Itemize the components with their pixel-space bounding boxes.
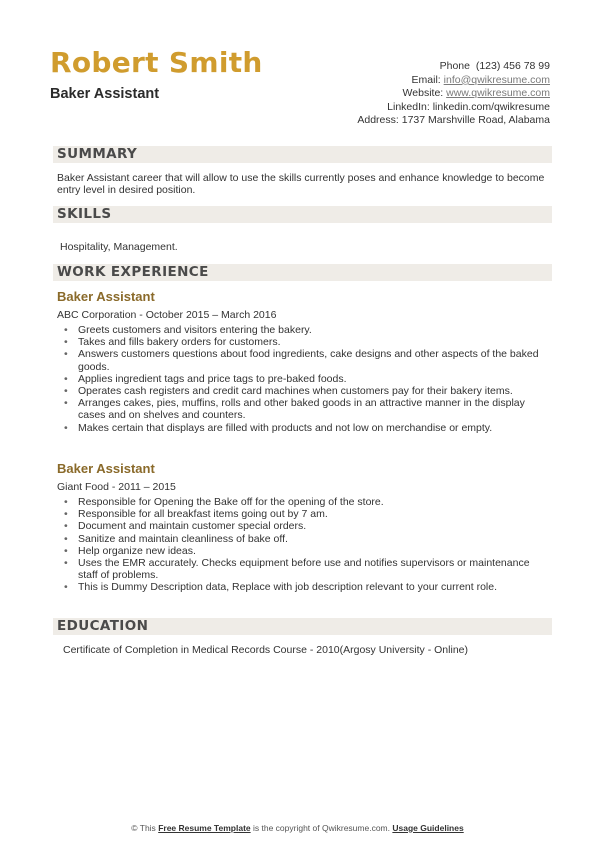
skills-section-bar <box>53 206 552 223</box>
candidate-name: Robert Smith <box>50 46 263 79</box>
job-title: Baker Assistant <box>57 461 155 476</box>
candidate-title: Baker Assistant <box>50 86 160 102</box>
job-title: Baker Assistant <box>57 289 155 304</box>
contact-email <box>357 74 550 88</box>
list-item: • Applies ingredient tags and price tags to pre-baked foods. <box>57 373 549 385</box>
phone-label: Phone <box>439 60 470 72</box>
job-company: ABC Corporation - October 2015 – March 2016 <box>57 309 277 321</box>
list-item: • Help organize new ideas. <box>57 545 549 557</box>
education-section-bar <box>53 618 552 635</box>
summary-heading: SUMMARY <box>57 146 138 162</box>
contact-website <box>357 87 550 101</box>
contact-linkedin <box>357 101 550 115</box>
skills-text: Hospitality, Management. <box>60 241 178 253</box>
list-item: • Operates cash registers and credit card machines when customers pay for their bakery items. <box>57 385 549 397</box>
website-label: Website: <box>402 87 444 100</box>
list-item: • Sanitize and maintain cleanliness of bake off. <box>57 533 549 545</box>
footer-prefix: © This <box>131 823 156 833</box>
list-item: • Responsible for all breakfast items going out by 7 am. <box>57 508 549 520</box>
list-item: • Arranges cakes, pies, muffins, rolls and other baked goods in an attractive manner in the display cases and on shelves and counters. <box>57 397 549 421</box>
linkedin-value: linkedin.com/qwikresume <box>432 100 550 113</box>
phone-value: (123) 456 78 99 <box>475 60 550 72</box>
summary-text: Baker Assistant career that will allow to use the skills currently poses and enhance knowledge to become entry level in desired position. <box>57 172 545 196</box>
list-item: • Document and maintain customer special orders. <box>57 520 549 532</box>
job-bullets <box>57 324 549 434</box>
list-item: • Responsible for Opening the Bake off for the opening of the store. <box>57 496 549 508</box>
work-heading: WORK EXPERIENCE <box>57 264 209 280</box>
education-heading: EDUCATION <box>57 618 149 634</box>
email-link[interactable]: info@qwikresume.com <box>443 73 550 86</box>
resume-header <box>50 46 263 102</box>
list-item: • This is Dummy Description data, Replace with job description relevant to your current role. <box>57 581 549 593</box>
contact-address <box>357 114 550 128</box>
job-company: Giant Food - 2011 – 2015 <box>57 481 176 493</box>
usage-guidelines-link[interactable]: Usage Guidelines <box>392 823 464 833</box>
free-resume-template-link[interactable]: Free Resume Template <box>158 823 251 833</box>
website-link[interactable]: www.qwikresume.com <box>446 87 550 100</box>
contact-block <box>357 60 550 128</box>
address-label: Address: <box>357 114 399 127</box>
list-item: • Uses the EMR accurately. Checks equipment before use and notifies supervisors or maintenance staff of problems. <box>57 557 549 581</box>
linkedin-label: LinkedIn: <box>387 100 430 113</box>
list-item: • Makes certain that displays are filled with products and not low on merchandise or empty. <box>57 422 549 434</box>
email-label: Email: <box>411 73 441 86</box>
job-bullets <box>57 496 549 594</box>
list-item: • Answers customers questions about food ingredients, cake designs and other aspects of the baked goods. <box>57 348 549 372</box>
list-item: • Greets customers and visitors entering the bakery. <box>57 324 549 336</box>
work-section-bar <box>53 264 552 281</box>
education-text: Certificate of Completion in Medical Records Course - 2010(Argosy University - Online) <box>63 644 468 656</box>
skills-heading: SKILLS <box>57 206 112 222</box>
footer <box>0 823 595 833</box>
footer-middle: is the copyright of Qwikresume.com. <box>253 823 390 833</box>
address-value: 1737 Marshville Road, Alabama <box>401 114 550 127</box>
contact-phone <box>357 60 550 74</box>
summary-section-bar <box>53 146 552 163</box>
list-item: • Takes and fills bakery orders for customers. <box>57 336 549 348</box>
